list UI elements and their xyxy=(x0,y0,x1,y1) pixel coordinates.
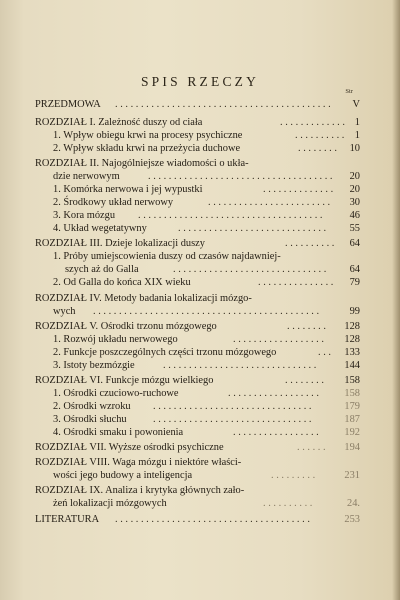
toc-entry-page: 20 xyxy=(349,184,360,195)
toc-entry-page: 253 xyxy=(344,514,360,525)
toc-entry-page: 179 xyxy=(344,401,360,412)
toc-entry-page: 55 xyxy=(349,223,360,234)
toc-entry-chapter-4-cont: wych ............................................ 99 xyxy=(53,306,360,317)
toc-entry-page: 231 xyxy=(344,470,360,481)
toc-entry-page: 99 xyxy=(349,306,360,317)
toc-entry-section: 2. Od Galla do końca XIX wieku ............... 79 xyxy=(53,277,360,288)
toc-entry-page: 144 xyxy=(344,360,360,371)
toc-entry-literature: LITERATURA ...................................... 253 xyxy=(35,514,360,525)
toc-entry-page: 194 xyxy=(344,442,360,453)
toc-entry-section: 4. Ośrodki smaku i powonienia ................. 192 xyxy=(53,427,360,438)
toc-entry-chapter-9 xyxy=(35,484,360,497)
toc-entry-chapter-3: ROZDZIAŁ III. Dzieje lokalizacji duszy .......... 64 xyxy=(35,238,360,249)
toc-entry-label: 1. Komórka nerwowa i jej wypustki xyxy=(53,184,203,195)
toc-entry-label: ROZDZIAŁ I. Zależność duszy od ciała xyxy=(35,117,203,128)
toc-entry-section: 2. Funkcje poszczególnych części trzonu mózgowego ... 133 xyxy=(53,347,360,358)
toc-entry-section: 2. Wpływ składu krwi na przeżycia duchowe ........ 10 xyxy=(53,143,360,154)
toc-entry-section xyxy=(53,250,360,263)
toc-entry-label: ROZDZIAŁ VIII. Waga mózgu i niektóre właści- xyxy=(35,457,242,468)
toc-entry-label-cont: wych xyxy=(53,306,76,317)
toc-entry-label: 2. Środkowy układ nerwowy xyxy=(53,197,174,208)
page-title: SPIS RZECZY xyxy=(140,74,260,89)
toc-entry-label: ROZDZIAŁ III. Dzieje lokalizacji duszy xyxy=(35,238,205,249)
toc-entry-label: 2. Ośrodki wzroku xyxy=(53,401,131,412)
toc-entry-page: 1 xyxy=(354,130,360,141)
toc-entry-label-cont: dzie nerwowym xyxy=(53,171,120,182)
toc-entry-label-cont: szych aż do Galla xyxy=(65,264,139,275)
toc-entry-section: 1. Rozwój układu nerwowego .................. 128 xyxy=(53,334,360,345)
toc-entry-label: ROZDZIAŁ VII. Wyższe ośrodki psychiczne xyxy=(35,442,224,453)
toc-entry-page: 64 xyxy=(349,238,360,249)
toc-entry-label: ROZDZIAŁ V. Ośrodki trzonu mózgowego xyxy=(35,321,217,332)
toc-entry-section: 2. Środkowy układ nerwowy ........................ 30 xyxy=(53,197,360,208)
toc-entry-label: 2. Funkcje poszczególnych części trzonu mózgowego xyxy=(53,347,277,358)
toc-entry-page: 128 xyxy=(344,334,360,345)
toc-entry-preface: PRZEDMOWA .......................................... V xyxy=(35,99,360,110)
toc-entry-label: 2. Wpływ składu krwi na przeżycia duchowe xyxy=(53,143,241,154)
toc-entry-chapter-2-cont: dzie nerwowym .................................... 20 xyxy=(53,171,360,182)
toc-entry-label: ROZDZIAŁ II. Najogólniejsze wiadomości o ukła- xyxy=(35,158,249,169)
toc-entry-label: LITERATURA xyxy=(35,514,100,525)
toc-entry-chapter-9-cont: żeń lokalizacji mózgowych .......... 24. xyxy=(53,498,360,509)
toc-entry-chapter-8-cont: wości jego budowy a inteligencja ......... 231 xyxy=(53,470,360,481)
toc-entry-page: 158 xyxy=(344,375,360,386)
toc-entry-page: 30 xyxy=(349,197,360,208)
toc-entry-label: 1. Ośrodki czuciowo-ruchowe xyxy=(53,388,179,399)
toc-entry-section: 3. Istoty bezmózgie .............................. 144 xyxy=(53,360,360,371)
toc-entry-section: 1. Wpływ obiegu krwi na procesy psychiczne .......... 1 xyxy=(53,130,360,141)
toc-entry-label: 1. Rozwój układu nerwowego xyxy=(53,334,178,345)
toc-entry-section: 3. Kora mózgu .................................... 46 xyxy=(53,210,360,221)
toc-entry-page: 133 xyxy=(344,347,360,358)
toc-entry-label: ROZDZIAŁ VI. Funkcje mózgu wielkiego xyxy=(35,375,214,386)
toc-entry-label-cont: wości jego budowy a inteligencja xyxy=(53,470,193,481)
toc-entry-page: 192 xyxy=(344,427,360,438)
toc-entry-section: 1. Ośrodki czuciowo-ruchowe .................. 158 xyxy=(53,388,360,399)
toc-entry-label: 4. Układ wegetatywny xyxy=(53,223,147,234)
toc-entry-page: V xyxy=(352,99,360,110)
toc-entry-chapter-2 xyxy=(35,157,360,170)
toc-entry-label: 1. Wpływ obiegu krwi na procesy psychiczne xyxy=(53,130,243,141)
toc-entry-page: 24. xyxy=(347,498,360,509)
toc-entry-section: 4. Układ wegetatywny ............................. 55 xyxy=(53,223,360,234)
toc-entry-label: ROZDZIAŁ IX. Analiza i krytyka głównych zało- xyxy=(35,485,245,496)
toc-entry-page: 10 xyxy=(349,143,360,154)
toc-entry-chapter-7: ROZDZIAŁ VII. Wyższe ośrodki psychiczne ...... 194 xyxy=(35,442,360,453)
toc-entry-label: 2. Od Galla do końca XIX wieku xyxy=(53,277,191,288)
toc-entry-chapter-6: ROZDZIAŁ VI. Funkcje mózgu wielkiego ........ 158 xyxy=(35,375,360,386)
toc-entry-page: 158 xyxy=(344,388,360,399)
toc-entry-section-cont: szych aż do Galla .............................. 64 xyxy=(65,264,360,275)
toc-entry-page: 20 xyxy=(349,171,360,182)
toc-entry-page: 79 xyxy=(349,277,360,288)
toc-entry-page: 46 xyxy=(349,210,360,221)
toc-entry-section: 2. Ośrodki wzroku ............................... 179 xyxy=(53,401,360,412)
toc-entry-label-cont: żeń lokalizacji mózgowych xyxy=(53,498,167,509)
page-column-header: Str xyxy=(345,88,353,95)
toc-entry-chapter-4 xyxy=(35,292,360,305)
toc-entry-page: 64 xyxy=(349,264,360,275)
toc-entry-page: 187 xyxy=(344,414,360,425)
toc-entry-chapter-5: ROZDZIAŁ V. Ośrodki trzonu mózgowego ........ 128 xyxy=(35,321,360,332)
toc-entry-page: 128 xyxy=(344,321,360,332)
toc-entry-label: ROZDZIAŁ IV. Metody badania lokalizacji mózgo- xyxy=(35,293,252,304)
toc-entry-label: PRZEDMOWA xyxy=(35,99,101,110)
toc-entry-section: 1. Komórka nerwowa i jej wypustki .............. 20 xyxy=(53,184,360,195)
toc-entry-page: 1 xyxy=(354,117,360,128)
toc-entry-section: 3. Ośrodki słuchu ............................... 187 xyxy=(53,414,360,425)
toc-entry-label: 3. Ośrodki słuchu xyxy=(53,414,127,425)
toc-entry-chapter-1: ROZDZIAŁ I. Zależność duszy od ciała ............. 1 xyxy=(35,117,360,128)
toc-entry-label: 3. Kora mózgu xyxy=(53,210,116,221)
toc-entry-label: 1. Próby umiejscowienia duszy od czasów najdawniej- xyxy=(53,251,281,262)
toc-entry-chapter-8 xyxy=(35,456,360,469)
toc-entry-label: 4. Ośrodki smaku i powonienia xyxy=(53,427,184,438)
toc-entry-label: 3. Istoty bezmózgie xyxy=(53,360,135,371)
